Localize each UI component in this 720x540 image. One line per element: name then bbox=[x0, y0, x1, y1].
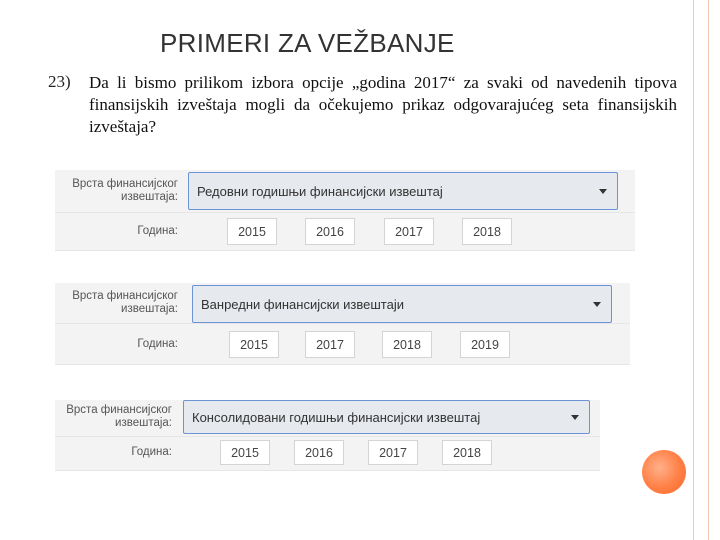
year-option-3-4[interactable]: 2018 bbox=[442, 440, 492, 465]
year-option-2-2[interactable]: 2017 bbox=[305, 331, 355, 358]
select-value-1: Редовни годишњи финансијски извештај bbox=[197, 183, 443, 199]
year-label-1: Година: bbox=[137, 225, 178, 237]
type-label-1: Врста финансијског извештаја: bbox=[72, 178, 178, 203]
chevron-down-icon bbox=[599, 189, 607, 194]
year-option-2-1[interactable]: 2015 bbox=[229, 331, 279, 358]
question-text: Da li bismo prilikom izbora opcije „godina 2017“ za svaki od navedenih tipova finansijskih izveštaja mogli da očekujemo prikaz odgovarajućeg seta finansijskih izveštaja? bbox=[89, 73, 677, 136]
report-type-select-3[interactable] bbox=[183, 400, 590, 434]
year-option-1-4[interactable]: 2018 bbox=[462, 218, 512, 245]
frame-line-left bbox=[693, 0, 694, 540]
frame-line-right bbox=[708, 0, 709, 540]
select-value-3: Консолидовани годишњи финансијски извештај bbox=[192, 409, 481, 425]
chevron-down-icon bbox=[593, 302, 601, 307]
question-number: 23) bbox=[48, 72, 71, 91]
year-option-3-2[interactable]: 2016 bbox=[294, 440, 344, 465]
chevron-down-icon bbox=[571, 415, 579, 420]
report-type-select-1[interactable] bbox=[188, 172, 618, 210]
report-type-select-2[interactable] bbox=[192, 285, 612, 323]
year-label-3: Година: bbox=[131, 446, 172, 458]
type-label-2: Врста финансијског извештаја: bbox=[72, 290, 178, 315]
year-option-3-3[interactable]: 2017 bbox=[368, 440, 418, 465]
type-label-3: Врста финансијског извештаја: bbox=[66, 404, 172, 429]
year-option-2-4[interactable]: 2019 bbox=[460, 331, 510, 358]
decorative-orb bbox=[642, 450, 686, 494]
slide-title: PRIMERI ZA VEŽBANJE bbox=[160, 28, 455, 58]
year-label-2: Година: bbox=[137, 338, 178, 350]
year-option-1-2[interactable]: 2016 bbox=[305, 218, 355, 245]
year-option-3-1[interactable]: 2015 bbox=[220, 440, 270, 465]
select-value-2: Ванредни финансијски извештаји bbox=[201, 296, 404, 312]
year-option-1-3[interactable]: 2017 bbox=[384, 218, 434, 245]
year-option-2-3[interactable]: 2018 bbox=[382, 331, 432, 358]
year-option-1-1[interactable]: 2015 bbox=[227, 218, 277, 245]
